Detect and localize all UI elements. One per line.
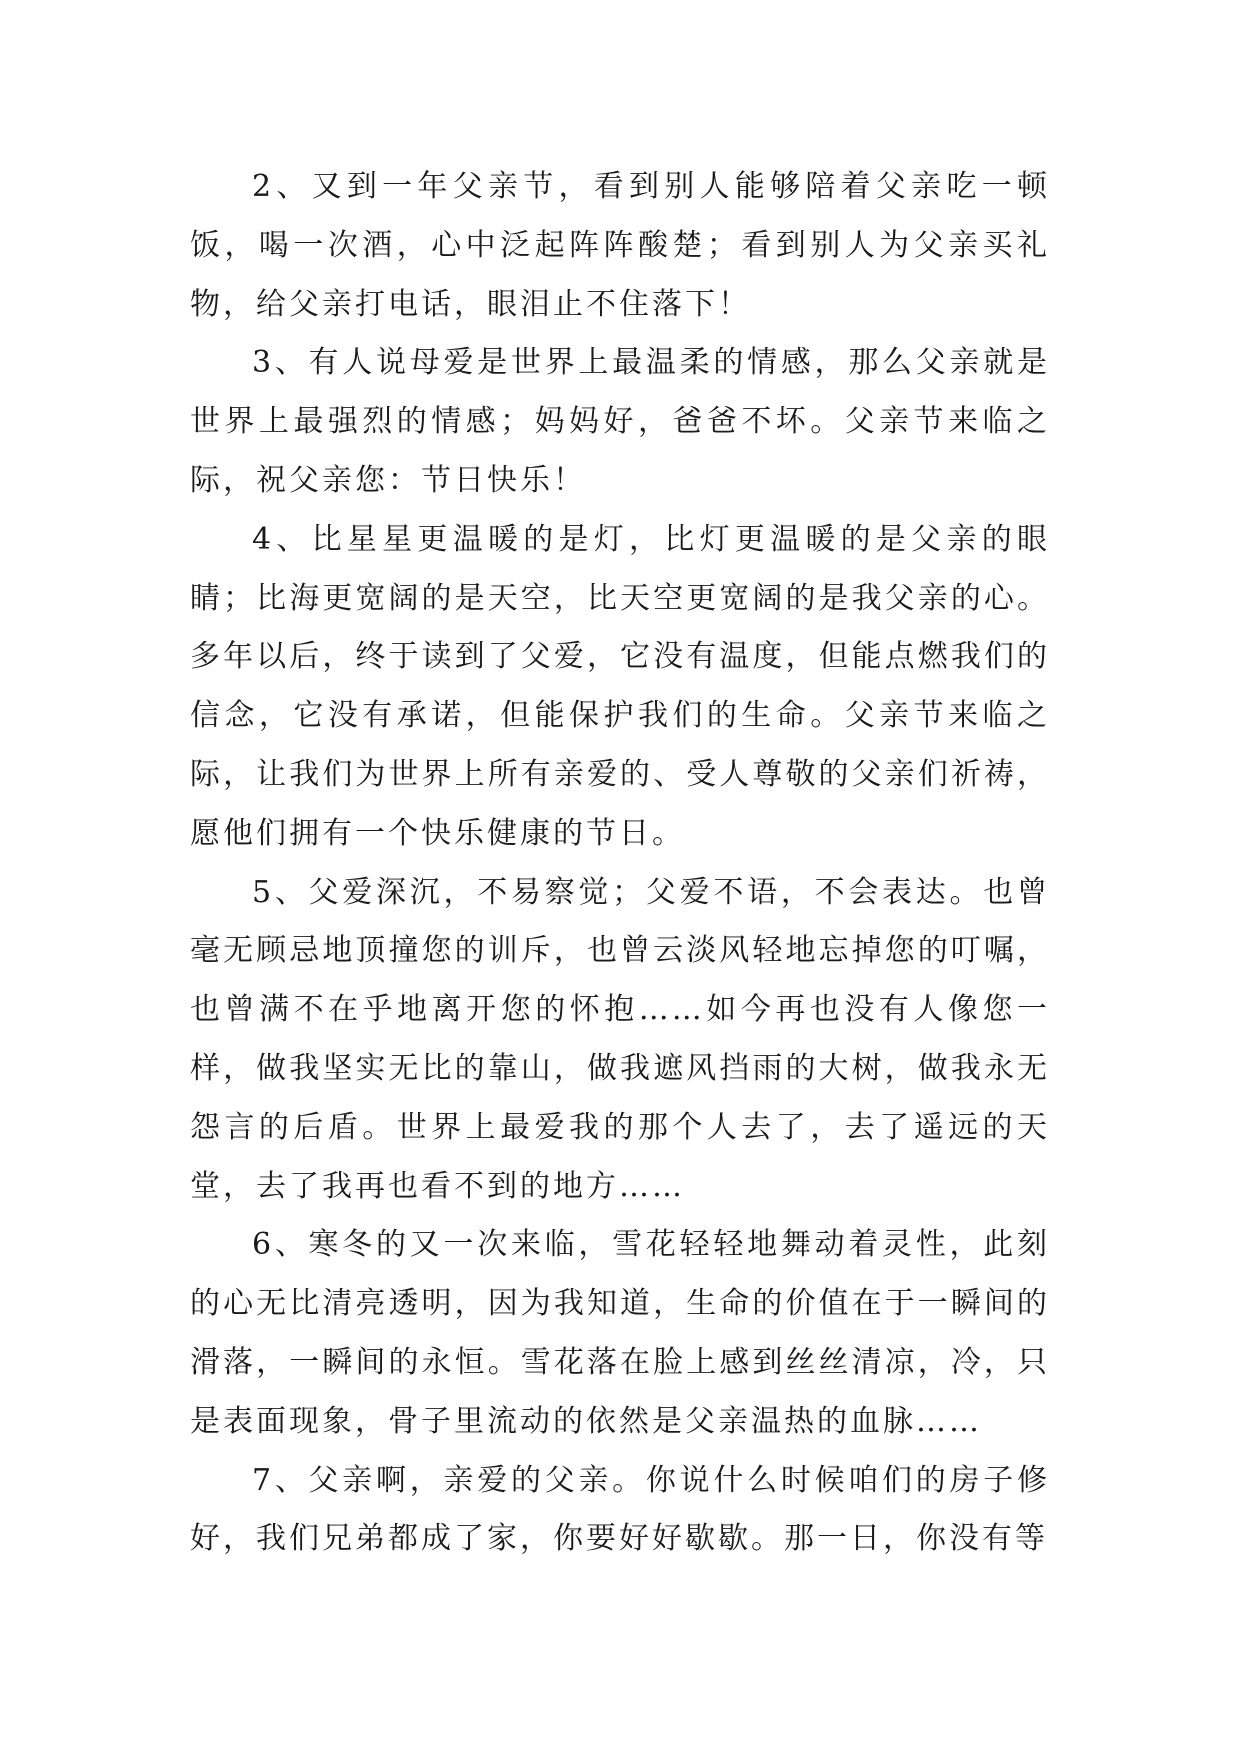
document-body	[190, 158, 1050, 1569]
paragraph-2: 2、又到一年父亲节，看到别人能够陪着父亲吃一顿饭，喝一次酒，心中泛起阵阵酸楚；看到别人为父亲买礼物，给父亲打电话，眼泪止不住落下！	[190, 169, 1050, 322]
paragraph-3: 3、有人说母爱是世界上最温柔的情感，那么父亲就是世界上最强烈的情感；妈妈好，爸爸不坏。父亲节来临之际，祝父亲您：节日快乐！	[190, 345, 1050, 498]
paragraph-6: 6、寒冬的又一次来临，雪花轻轻地舞动着灵性，此刻的心无比清亮透明，因为我知道，生命的价值在于一瞬间的滑落，一瞬间的永恒。雪花落在脸上感到丝丝清凉，冷，只是表面现象，骨子里流动的依然是父亲温热的血脉……	[190, 1227, 1050, 1439]
paragraph-5: 5、父爱深沉，不易察觉；父爱不语，不会表达。也曾毫无顾忌地顶撞您的训斥，也曾云淡风轻地忘掉您的叮嘱，也曾满不在乎地离开您的怀抱……如今再也没有人像您一样，做我坚实无比的靠山，做我遮风挡雨的大树，做我永无怨言的后盾。世界上最爱我的那个人去了，去了遥远的天堂，去了我再也看不到的地方……	[190, 874, 1050, 1204]
paragraph-7: 7、父亲啊，亲爱的父亲。你说什么时候咱们的房子修好，我们兄弟都成了家，你要好好歇歇。那一日，你没有等	[190, 1462, 1050, 1557]
paragraph-4: 4、比星星更温暖的是灯，比灯更温暖的是父亲的眼睛；比海更宽阔的是天空，比天空更宽阔的是我父亲的心。多年以后，终于读到了父爱，它没有温度，但能点燃我们的信念，它没有承诺，但能保护我们的生命。父亲节来临之际，让我们为世界上所有亲爱的、受人尊敬的父亲们祈祷，愿他们拥有一个快乐健康的节日。	[190, 521, 1050, 851]
